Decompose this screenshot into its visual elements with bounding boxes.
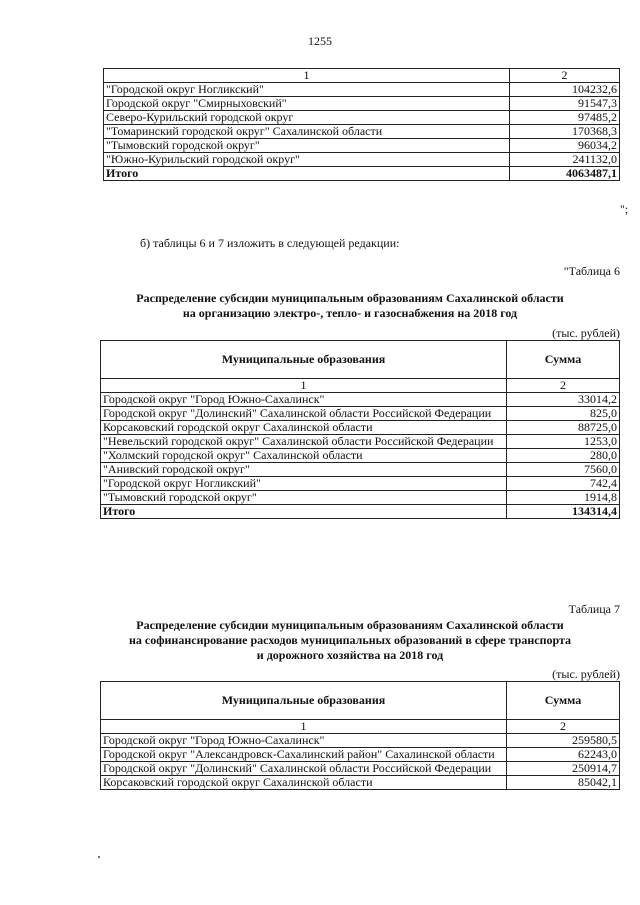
municipality-name: Корсаковский городской округ Сахалинской области xyxy=(101,776,507,790)
table6-title-line1: Распределение субсидии муниципальным образованиям Сахалинской области xyxy=(136,291,564,305)
municipality-name: Северо-Курильский городской округ xyxy=(104,111,510,125)
header-row xyxy=(101,341,620,379)
table-row xyxy=(101,435,620,449)
column-number: 1 xyxy=(101,720,507,734)
amount: 97485,2 xyxy=(510,111,620,125)
page-number: 1255 xyxy=(308,34,332,48)
total-amount: 4063487,1 xyxy=(510,167,620,181)
municipality-name: "Тымовский городской округ" xyxy=(101,491,507,505)
municipality-name: Корсаковский городской округ Сахалинской области xyxy=(101,421,507,435)
header-sum: Сумма xyxy=(507,341,620,379)
table-row xyxy=(101,449,620,463)
column-number: 2 xyxy=(507,720,620,734)
table-row xyxy=(104,139,620,153)
column-number: 2 xyxy=(507,379,620,393)
header-municipalities: Муниципальные образования xyxy=(101,341,507,379)
total-row xyxy=(104,167,620,181)
municipality-name: "Южно-Курильский городской округ" xyxy=(104,153,510,167)
table-row xyxy=(101,477,620,491)
municipality-name: "Холмский городской округ" Сахалинской области xyxy=(101,449,507,463)
table6 xyxy=(100,340,620,519)
municipality-name: Городской округ "Долинский" Сахалинской области Российской Федерации xyxy=(101,762,507,776)
table-row xyxy=(104,153,620,167)
table-row xyxy=(101,393,620,407)
total-amount: 134314,4 xyxy=(507,505,620,519)
column-number-row xyxy=(101,379,620,393)
table-row xyxy=(101,491,620,505)
municipality-name: "Тымовский городской округ" xyxy=(104,139,510,153)
total-label: Итого xyxy=(101,505,507,519)
municipality-name: "Невельский городской округ" Сахалинской области Российской Федерации xyxy=(101,435,507,449)
municipality-name: Городской округ "Долинский" Сахалинской области Российской Федерации xyxy=(101,407,507,421)
column-number-row xyxy=(104,69,620,83)
total-label: Итого xyxy=(104,167,510,181)
table-row xyxy=(101,734,620,748)
amount: 825,0 xyxy=(507,407,620,421)
header-municipalities: Муниципальные образования xyxy=(101,682,507,720)
table7-label: Таблица 7 xyxy=(568,602,620,616)
amount: 33014,2 xyxy=(507,393,620,407)
closing-quote: "; xyxy=(620,202,629,216)
amount: 259580,5 xyxy=(507,734,620,748)
table-row xyxy=(104,83,620,97)
municipality-name: Городской округ "Смирныховский" xyxy=(104,97,510,111)
table6-label: "Таблица 6 xyxy=(563,264,620,278)
table7 xyxy=(100,681,620,790)
header-row xyxy=(101,682,620,720)
amount: 62243,0 xyxy=(507,748,620,762)
table-row xyxy=(101,463,620,477)
total-row xyxy=(101,505,620,519)
amount: 104232,6 xyxy=(510,83,620,97)
amount: 280,0 xyxy=(507,449,620,463)
table7-title-line2: на софинансирование расходов муниципальных образований в сфере транспорта xyxy=(128,633,572,647)
amount: 241132,0 xyxy=(510,153,620,167)
scan-speck xyxy=(98,856,100,858)
column-number-row xyxy=(101,720,620,734)
table6-title-line2: на организацию электро-, тепло- и газоснабжения на 2018 год xyxy=(182,306,518,320)
municipality-name: "Городской округ Ногликский" xyxy=(104,83,510,97)
table-row xyxy=(104,125,620,139)
table-row xyxy=(101,421,620,435)
table-row xyxy=(101,762,620,776)
amount: 170368,3 xyxy=(510,125,620,139)
amount: 1253,0 xyxy=(507,435,620,449)
previous-table xyxy=(103,68,620,181)
table-row xyxy=(101,748,620,762)
table-row xyxy=(104,111,620,125)
table-row xyxy=(101,776,620,790)
amount: 91547,3 xyxy=(510,97,620,111)
table7-title-line1: Распределение субсидии муниципальным образованиям Сахалинской области xyxy=(136,618,564,632)
municipality-name: "Томаринский городской округ" Сахалинской области xyxy=(104,125,510,139)
municipality-name: "Анивский городской округ" xyxy=(101,463,507,477)
amount: 85042,1 xyxy=(507,776,620,790)
column-number: 2 xyxy=(510,69,620,83)
amount: 250914,7 xyxy=(507,762,620,776)
column-number: 1 xyxy=(101,379,507,393)
table-row xyxy=(104,97,620,111)
amount: 96034,2 xyxy=(510,139,620,153)
municipality-name: Городской округ "Город Южно-Сахалинск" xyxy=(101,734,507,748)
amount: 7560,0 xyxy=(507,463,620,477)
municipality-name: "Городской округ Ногликский" xyxy=(101,477,507,491)
header-sum: Сумма xyxy=(507,682,620,720)
paragraph-b: б) таблицы 6 и 7 изложить в следующей редакции: xyxy=(140,236,400,250)
table7-title-line3: и дорожного хозяйства на 2018 год xyxy=(256,648,444,662)
municipality-name: Городской округ "Город Южно-Сахалинск" xyxy=(101,393,507,407)
municipality-name: Городской округ "Александровск-Сахалинский район" Сахалинской области xyxy=(101,748,507,762)
amount: 88725,0 xyxy=(507,421,620,435)
table6-units: (тыс. рублей) xyxy=(552,326,620,340)
amount: 1914,8 xyxy=(507,491,620,505)
amount: 742,4 xyxy=(507,477,620,491)
column-number: 1 xyxy=(104,69,510,83)
table-row xyxy=(101,407,620,421)
table7-units: (тыс. рублей) xyxy=(552,667,620,681)
